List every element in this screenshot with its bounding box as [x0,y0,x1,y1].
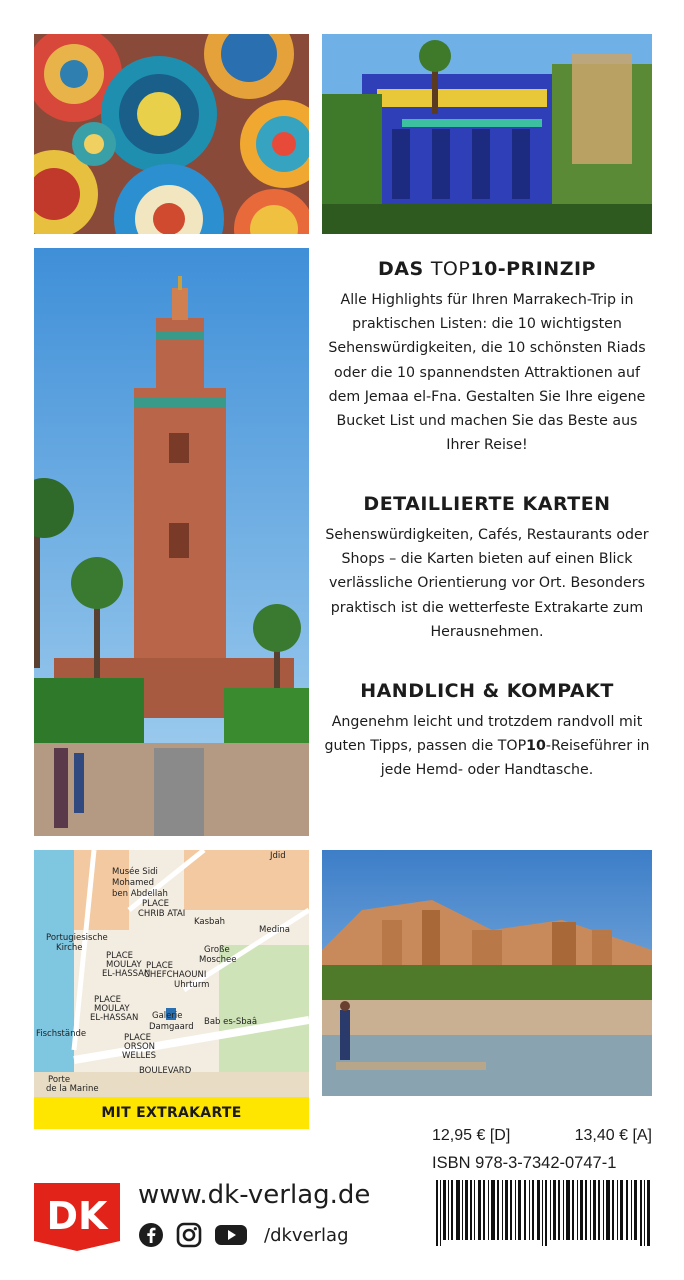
price-line [432,1127,652,1145]
social-links [138,1221,349,1249]
map-label: Uhrturm [174,980,210,990]
heading-detailed-maps: DETAILLIERTE KARTEN [363,493,611,515]
map-label: MOULAY [94,1004,130,1014]
map-label: PLACE [142,899,170,909]
map-excerpt [34,850,309,1097]
price-austria: 13,40 € [A] [574,1127,652,1144]
heading-handy-compact: HANDLICH & KOMPAKT [360,680,614,702]
map-label: Damgaard [149,1022,194,1032]
map-label: Jdid [270,851,286,861]
map-label: CHEFCHAOUNI [144,970,207,980]
price-germany: 12,95 € [D] [432,1127,511,1144]
map-label: ben Abdellah [112,889,168,899]
dk-logo [34,1183,120,1251]
heading-top10-principle: DAS TOP10-PRINZIP [378,258,596,280]
publisher-url[interactable]: www.dk-verlag.de [138,1180,371,1210]
map-label: Galerie [152,1011,183,1021]
text-top10-principle: Alle Highlights für Ihren Marrakech-Trip in praktischen Listen: die 10 wichtigsten Sehenswürdigkeiten, die 10 schönsten Riads oder die 10 spannendsten Attraktionen auf dem Jemaa el-Fna. Gestalten Sie Ihre eigene Bucket List und machen Sie das Beste aus Ihrer Reise! [328,292,646,454]
map-label: ORSON [124,1042,156,1052]
map-label: de la Marine [46,1084,99,1094]
text-handy-compact: Angenehm leicht und trotzdem randvoll mit guten Tipps, passen die TOP10-Reiseführer in jede Hemd- oder Handtasche. [324,714,650,779]
text-detailed-maps: Sehenswürdigkeiten, Cafés, Restaurants oder Shops – die Karten bieten auf einen Blick verlässliche Orientierung vor Ort. Besonders praktisch ist die wetterfeste Extrakarte zum Herausnehmen. [325,527,649,640]
map-label: Medina [259,925,290,935]
map-label: Große [204,945,230,955]
map-label: PLACE [124,1033,152,1043]
map-label: Musée Sidi [112,867,158,877]
section-top10-principle [322,258,652,457]
map-label: Mohamed [112,878,155,888]
map-label: Kirche [56,943,83,953]
map-label: Kasbah [194,917,226,927]
section-detailed-maps [322,493,652,644]
extra-map-badge: MIT EXTRAKARTE [34,1097,309,1129]
map-label: Portugiesische [46,933,108,943]
map-label: PLACE [146,961,174,971]
instagram-icon[interactable] [176,1222,202,1248]
social-handle[interactable]: /dkverlag [264,1224,349,1246]
map-label: PLACE [94,995,122,1005]
barcode [436,1180,652,1246]
photo-koutoubia-minaret [34,248,309,836]
map-label: Fischstände [36,1029,87,1039]
map-label: Bab es-Sbaâ [204,1017,258,1027]
map-label: PLACE [106,951,134,961]
map-label: BOULEVARD [139,1066,192,1076]
map-label: EL-HASSAN [90,1013,139,1023]
map-label: WELLES [122,1051,157,1061]
photo-ceramic-plates [34,34,309,234]
isbn: ISBN 978-3-7342-0747-1 [432,1154,617,1172]
map-label: MOULAY [106,960,142,970]
photo-ait-benhaddou [322,850,652,1096]
map-label: CHRIB ATAI [138,909,186,919]
section-handy-compact [322,680,652,783]
map-label: EL-HASSAN [102,969,151,979]
photo-majorelle-garden [322,34,652,234]
map-label: Porte [48,1075,71,1085]
youtube-icon[interactable] [214,1222,248,1248]
map-label: Moschee [199,955,237,965]
facebook-icon[interactable] [138,1222,164,1248]
svg-text:DK: DK [46,1194,108,1238]
